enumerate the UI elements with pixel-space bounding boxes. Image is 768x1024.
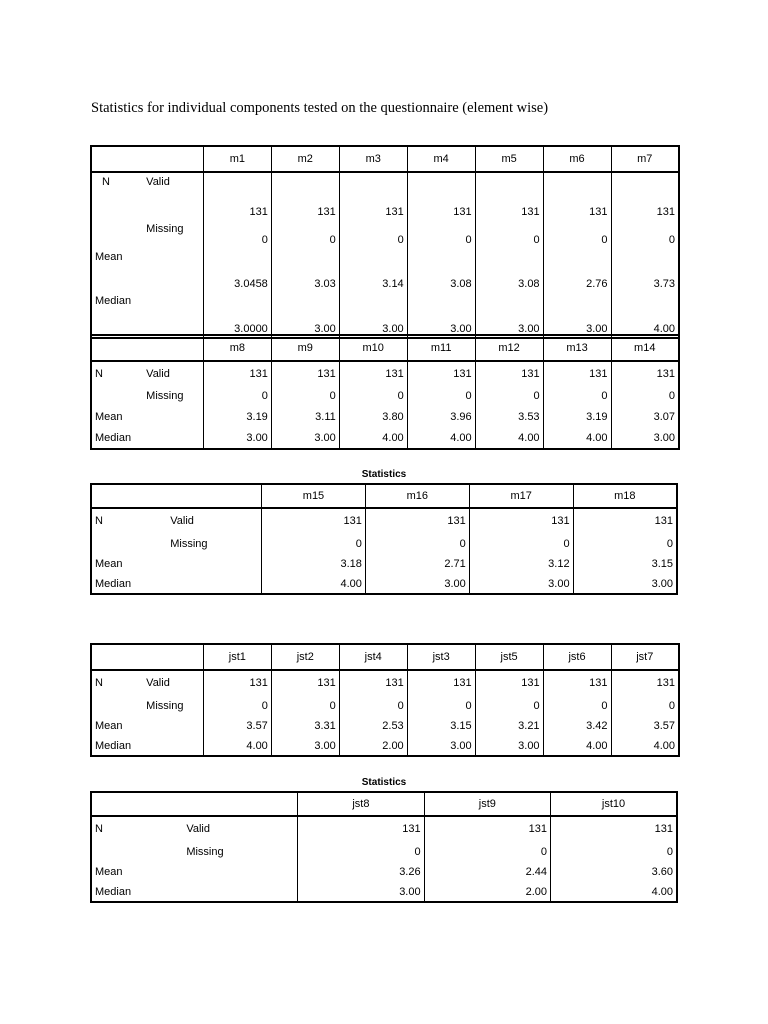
- stats-table-m8-m14: [90, 334, 680, 450]
- row-sublabel: Missing: [143, 385, 203, 407]
- row-sublabel: Valid: [143, 172, 203, 220]
- value-cell: 0: [298, 841, 424, 862]
- value-cell: 4.00: [262, 574, 366, 594]
- value-cell: 2.44: [424, 862, 550, 882]
- row-label: Mean: [95, 866, 123, 878]
- table-row: [91, 172, 679, 220]
- value-cell: 3.00: [573, 574, 677, 594]
- value-cell: 3.15: [573, 554, 677, 574]
- column-header: m5: [475, 146, 543, 172]
- row-sublabel: Missing: [143, 695, 203, 716]
- value-cell: 3.08: [407, 248, 475, 292]
- value-cell: 0: [271, 385, 339, 407]
- row-label: N: [95, 677, 103, 689]
- value-cell: 3.14: [339, 248, 407, 292]
- value-cell: 0: [475, 385, 543, 407]
- value-cell: 3.0458: [203, 248, 271, 292]
- value-cell: 0: [469, 533, 573, 554]
- table-row: [91, 554, 677, 574]
- corner-cell: [91, 792, 298, 816]
- value-cell: 3.00: [298, 882, 424, 902]
- value-cell: 3.00: [271, 292, 339, 338]
- value-cell: 131: [407, 172, 475, 220]
- column-header: m8: [203, 335, 271, 361]
- column-header: m17: [469, 484, 573, 508]
- row-sublabel: [143, 736, 203, 756]
- value-cell: 3.15: [407, 716, 475, 736]
- column-header: jst3: [407, 644, 475, 670]
- value-cell: 131: [475, 670, 543, 695]
- value-cell: 4.00: [407, 427, 475, 449]
- value-cell: 0: [475, 220, 543, 248]
- row-sublabel: Missing: [143, 220, 203, 248]
- value-cell: 2.00: [424, 882, 550, 902]
- table-5-caption: Statistics: [361, 777, 407, 788]
- row-label: [91, 220, 143, 248]
- value-cell: 3.12: [469, 554, 573, 574]
- column-header: m1: [203, 146, 271, 172]
- header-row: [91, 335, 679, 361]
- value-cell: 3.00: [203, 427, 271, 449]
- table-row: [91, 862, 677, 882]
- corner-cell: [91, 335, 203, 361]
- value-cell: 2.76: [543, 248, 611, 292]
- row-label: Mean: [95, 558, 123, 570]
- row-sublabel: Valid: [167, 508, 261, 533]
- value-cell: 0: [203, 385, 271, 407]
- table-row: [91, 220, 679, 248]
- column-header: m14: [611, 335, 679, 361]
- value-cell: 3.00: [475, 292, 543, 338]
- column-header: jst10: [551, 792, 677, 816]
- row-label: Median: [95, 431, 132, 444]
- column-header: m4: [407, 146, 475, 172]
- row-label: Median: [95, 295, 132, 307]
- value-cell: 131: [611, 361, 679, 385]
- table-row: [91, 508, 677, 533]
- table-row: [91, 361, 679, 385]
- row-label: Mean: [95, 411, 123, 423]
- value-cell: 2.71: [365, 554, 469, 574]
- row-label: [91, 841, 183, 862]
- value-cell: 131: [407, 670, 475, 695]
- value-cell: 0: [365, 533, 469, 554]
- table-row: [91, 841, 677, 862]
- value-cell: 0: [339, 695, 407, 716]
- value-cell: 0: [475, 695, 543, 716]
- value-cell: 4.00: [551, 882, 677, 902]
- value-cell: 3.07: [611, 407, 679, 427]
- row-sublabel: [143, 427, 203, 449]
- value-cell: 0: [611, 220, 679, 248]
- value-cell: 131: [611, 172, 679, 220]
- value-cell: 131: [365, 508, 469, 533]
- row-label: Median: [95, 739, 132, 752]
- table-row: [91, 533, 677, 554]
- value-cell: 3.00: [271, 427, 339, 449]
- value-cell: 3.08: [475, 248, 543, 292]
- row-sublabel: [143, 407, 203, 427]
- value-cell: 131: [339, 361, 407, 385]
- row-label: [91, 695, 143, 716]
- corner-cell: [91, 146, 203, 172]
- column-header: m11: [407, 335, 475, 361]
- value-cell: 3.11: [271, 407, 339, 427]
- value-cell: 4.00: [611, 292, 679, 338]
- table-row: [91, 407, 679, 427]
- value-cell: 131: [469, 508, 573, 533]
- value-cell: 4.00: [475, 427, 543, 449]
- value-cell: 131: [298, 816, 424, 841]
- table-row: [91, 385, 679, 407]
- value-cell: 3.60: [551, 862, 677, 882]
- value-cell: 131: [543, 361, 611, 385]
- value-cell: 3.57: [203, 716, 271, 736]
- value-cell: 131: [271, 670, 339, 695]
- column-header: jst2: [271, 644, 339, 670]
- value-cell: 3.21: [475, 716, 543, 736]
- column-header: jst8: [298, 792, 424, 816]
- value-cell: 0: [543, 220, 611, 248]
- value-cell: 131: [475, 361, 543, 385]
- value-cell: 131: [203, 670, 271, 695]
- value-cell: 0: [271, 220, 339, 248]
- row-label: N: [95, 823, 103, 835]
- value-cell: 3.73: [611, 248, 679, 292]
- column-header: m9: [271, 335, 339, 361]
- table-row: [91, 716, 679, 736]
- row-sublabel: [167, 554, 261, 574]
- value-cell: 0: [573, 533, 677, 554]
- column-header: m10: [339, 335, 407, 361]
- corner-cell: [91, 484, 262, 508]
- column-header: m16: [365, 484, 469, 508]
- value-cell: 131: [611, 670, 679, 695]
- value-cell: 3.96: [407, 407, 475, 427]
- table-row: [91, 670, 679, 695]
- value-cell: 3.00: [271, 736, 339, 756]
- row-sublabel: [143, 716, 203, 736]
- header-row: [91, 146, 679, 172]
- row-sublabel: Missing: [167, 533, 261, 554]
- value-cell: 131: [543, 670, 611, 695]
- column-header: jst7: [611, 644, 679, 670]
- value-cell: 0: [424, 841, 550, 862]
- value-cell: 0: [203, 695, 271, 716]
- column-header: jst9: [424, 792, 550, 816]
- value-cell: 3.19: [203, 407, 271, 427]
- value-cell: 131: [203, 361, 271, 385]
- stats-table-jst1-jst7: [90, 643, 680, 757]
- value-cell: 3.0000: [203, 292, 271, 338]
- value-cell: 131: [339, 670, 407, 695]
- row-sublabel: Valid: [183, 816, 297, 841]
- value-cell: 0: [407, 695, 475, 716]
- table-row: [91, 427, 679, 449]
- value-cell: 3.00: [611, 427, 679, 449]
- table-row: [91, 292, 679, 338]
- row-sublabel: [143, 292, 203, 338]
- value-cell: 131: [407, 361, 475, 385]
- table-row: [91, 882, 677, 902]
- value-cell: 131: [424, 816, 550, 841]
- value-cell: 3.00: [475, 736, 543, 756]
- table-row: [91, 248, 679, 292]
- column-header: m15: [262, 484, 366, 508]
- value-cell: 3.42: [543, 716, 611, 736]
- value-cell: 0: [407, 385, 475, 407]
- row-label: Median: [95, 577, 132, 590]
- value-cell: 131: [271, 172, 339, 220]
- row-sublabel: [183, 862, 297, 882]
- corner-cell: [91, 644, 203, 670]
- value-cell: 131: [543, 172, 611, 220]
- value-cell: 4.00: [339, 427, 407, 449]
- value-cell: 0: [203, 220, 271, 248]
- row-label: N: [95, 367, 103, 380]
- value-cell: 4.00: [203, 736, 271, 756]
- value-cell: 131: [339, 172, 407, 220]
- header-row: [91, 484, 677, 508]
- value-cell: 4.00: [543, 427, 611, 449]
- value-cell: 0: [611, 385, 679, 407]
- row-label: N: [95, 515, 103, 527]
- value-cell: 3.00: [407, 736, 475, 756]
- value-cell: 4.00: [543, 736, 611, 756]
- value-cell: 0: [262, 533, 366, 554]
- row-label: [91, 385, 143, 407]
- column-header: m18: [573, 484, 677, 508]
- value-cell: 0: [339, 385, 407, 407]
- column-header: m2: [271, 146, 339, 172]
- page-title: Statistics for individual components tested on the questionnaire (element wise): [91, 100, 549, 116]
- row-sublabel: Valid: [143, 361, 203, 385]
- value-cell: 131: [475, 172, 543, 220]
- value-cell: 131: [551, 816, 677, 841]
- row-label: Median: [95, 885, 132, 898]
- header-row: [91, 792, 677, 816]
- table-3-caption: Statistics: [361, 469, 407, 480]
- value-cell: 131: [262, 508, 366, 533]
- value-cell: 4.00: [611, 736, 679, 756]
- value-cell: 3.00: [407, 292, 475, 338]
- row-sublabel: Valid: [143, 670, 203, 695]
- value-cell: 3.00: [543, 292, 611, 338]
- value-cell: 3.19: [543, 407, 611, 427]
- value-cell: 3.00: [365, 574, 469, 594]
- value-cell: 131: [203, 172, 271, 220]
- column-header: m6: [543, 146, 611, 172]
- column-header: jst1: [203, 644, 271, 670]
- column-header: jst6: [543, 644, 611, 670]
- column-header: m3: [339, 146, 407, 172]
- value-cell: 131: [573, 508, 677, 533]
- column-header: jst4: [339, 644, 407, 670]
- value-cell: 3.31: [271, 716, 339, 736]
- row-sublabel: [183, 882, 297, 902]
- value-cell: 3.00: [469, 574, 573, 594]
- stats-table-m15-m18: [90, 483, 678, 595]
- column-header: jst5: [475, 644, 543, 670]
- table-row: [91, 816, 677, 841]
- value-cell: 3.18: [262, 554, 366, 574]
- value-cell: 3.00: [339, 292, 407, 338]
- value-cell: 0: [407, 220, 475, 248]
- value-cell: 3.80: [339, 407, 407, 427]
- value-cell: 0: [271, 695, 339, 716]
- stats-table-m1-m7: [90, 145, 680, 339]
- stats-table-jst8-jst10: [90, 791, 678, 903]
- value-cell: 3.03: [271, 248, 339, 292]
- column-header: m12: [475, 335, 543, 361]
- row-label: N: [102, 176, 110, 188]
- value-cell: 3.26: [298, 862, 424, 882]
- value-cell: 0: [543, 385, 611, 407]
- value-cell: 2.00: [339, 736, 407, 756]
- row-label: Mean: [95, 251, 123, 263]
- header-row: [91, 644, 679, 670]
- row-sublabel: [143, 248, 203, 292]
- value-cell: 131: [271, 361, 339, 385]
- column-header: m13: [543, 335, 611, 361]
- row-sublabel: Missing: [183, 841, 297, 862]
- row-label: [91, 533, 167, 554]
- value-cell: 3.57: [611, 716, 679, 736]
- column-header: m7: [611, 146, 679, 172]
- value-cell: 0: [611, 695, 679, 716]
- table-row: [91, 574, 677, 594]
- table-row: [91, 695, 679, 716]
- table-row: [91, 736, 679, 756]
- value-cell: 2.53: [339, 716, 407, 736]
- row-label: Mean: [95, 720, 123, 732]
- row-sublabel: [167, 574, 261, 594]
- value-cell: 3.53: [475, 407, 543, 427]
- value-cell: 0: [339, 220, 407, 248]
- value-cell: 0: [551, 841, 677, 862]
- value-cell: 0: [543, 695, 611, 716]
